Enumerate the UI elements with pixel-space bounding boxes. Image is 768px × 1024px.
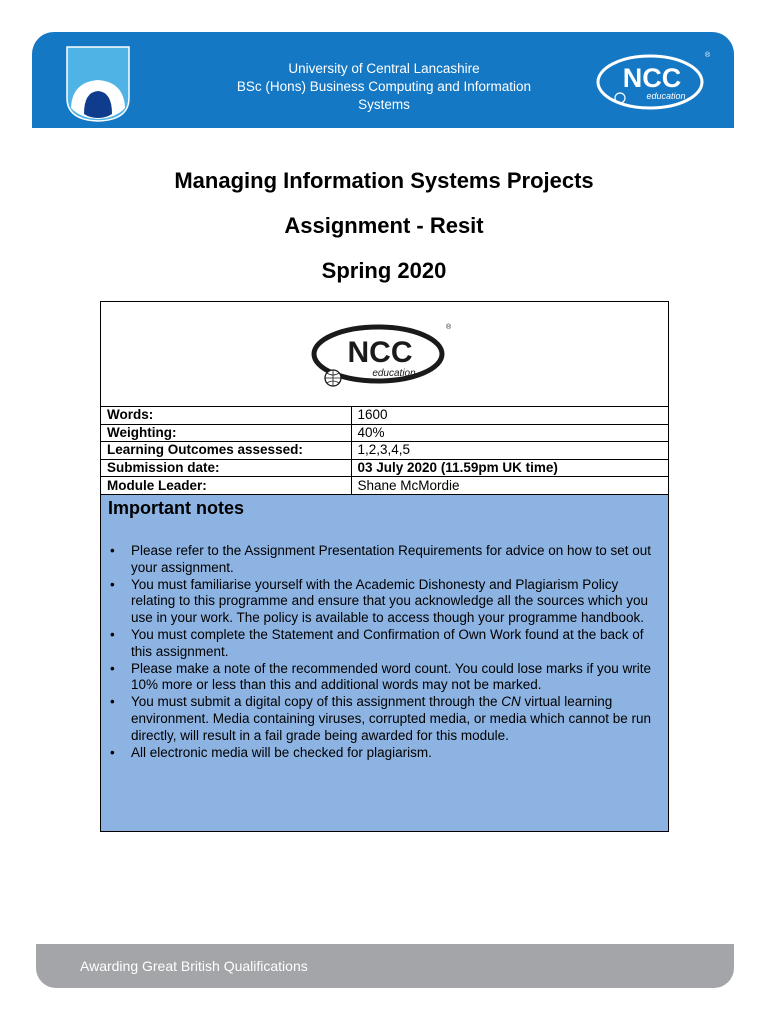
bullet-icon: •	[110, 626, 115, 642]
note-text-emphasis: CN	[501, 694, 521, 710]
note-text: All electronic media will be checked for plagiarism.	[131, 744, 432, 760]
ncc-logo-subtext: education	[646, 91, 686, 101]
notes-list	[101, 543, 668, 761]
bullet-icon: •	[110, 543, 115, 558]
ncc-education-logo	[594, 48, 712, 112]
university-name: University of Central Lancashire	[288, 61, 480, 76]
list-item	[101, 627, 668, 661]
term-title: Spring 2020	[321, 258, 447, 283]
table-row	[101, 477, 668, 495]
footer-bar	[36, 944, 734, 988]
list-item	[101, 543, 668, 577]
module-leader-label: Module Leader:	[101, 477, 351, 495]
note-text: Please refer to the Assignment Presentation Requirements for advice on how to set out your assignment.	[131, 543, 652, 575]
important-notes-section	[101, 494, 668, 831]
header-banner	[32, 32, 734, 128]
details-table	[101, 406, 668, 494]
bullet-icon: •	[110, 576, 115, 592]
learning-outcomes-value: 1,2,3,4,5	[351, 442, 668, 460]
module-title: Managing Information Systems Projects	[174, 168, 594, 193]
assignment-info-box	[100, 301, 669, 832]
note-text-part: You must submit a digital copy of this assignment through the	[131, 694, 502, 710]
ncc-education-box-logo	[306, 320, 456, 390]
university-crest-icon	[66, 46, 130, 122]
list-item	[101, 661, 668, 695]
module-leader-value: Shane McMordie	[351, 477, 668, 495]
list-item	[101, 745, 668, 762]
bullet-icon: •	[110, 744, 115, 760]
box-registered-mark: ®	[446, 324, 452, 331]
table-row	[101, 459, 668, 477]
bullet-icon: •	[110, 694, 115, 710]
bullet-icon: •	[110, 660, 115, 676]
words-value: 1600	[351, 407, 668, 425]
ncc-logo-text: NCC	[622, 63, 682, 93]
globe-icon	[615, 93, 625, 103]
note-text-part: virtual learning environment. Media containing viruses, corrupted media, or media which cannot be run directly, will result in a fail grade being awarded for this module.	[131, 694, 652, 743]
programme-name: BSc (Hons) Business Computing and Information	[236, 79, 532, 94]
note-text: You must familiarise yourself with the Academic Dishonesty and Plagiarism Policy relating to this programme and ensure that you acknowledge all the sources which you use in your work. The policy is available to access though your programme handbook.	[131, 576, 649, 626]
words-label: Words:	[101, 407, 351, 425]
table-row	[101, 424, 668, 442]
assignment-title: Assignment - Resit	[284, 213, 484, 238]
registered-mark: ®	[705, 52, 711, 59]
list-item	[101, 577, 668, 627]
weighting-label: Weighting:	[101, 424, 351, 442]
footer-tagline: Awarding Great British Qualifications	[80, 958, 308, 974]
box-logo-text: NCC	[347, 336, 413, 369]
box-logo-subtext: education	[372, 368, 416, 379]
header-title	[202, 60, 566, 114]
weighting-value: 40%	[351, 424, 668, 442]
programme-name-continued: Systems	[358, 97, 410, 112]
note-text: Please make a note of the recommended word count. You could lose marks if you write 10% more or less than this and additional words may not be marked.	[131, 660, 652, 693]
learning-outcomes-label: Learning Outcomes assessed:	[101, 442, 351, 460]
logo-area	[101, 302, 668, 406]
submission-date-value: 03 July 2020 (11.59pm UK time)	[351, 459, 668, 477]
submission-date-label: Submission date:	[101, 459, 351, 477]
table-row	[101, 407, 668, 425]
note-text: You must complete the Statement and Confirmation of Own Work found at the back of this assignment.	[131, 626, 644, 659]
important-notes-heading: Important notes	[108, 498, 245, 518]
table-row	[101, 442, 668, 460]
list-item	[101, 694, 668, 744]
